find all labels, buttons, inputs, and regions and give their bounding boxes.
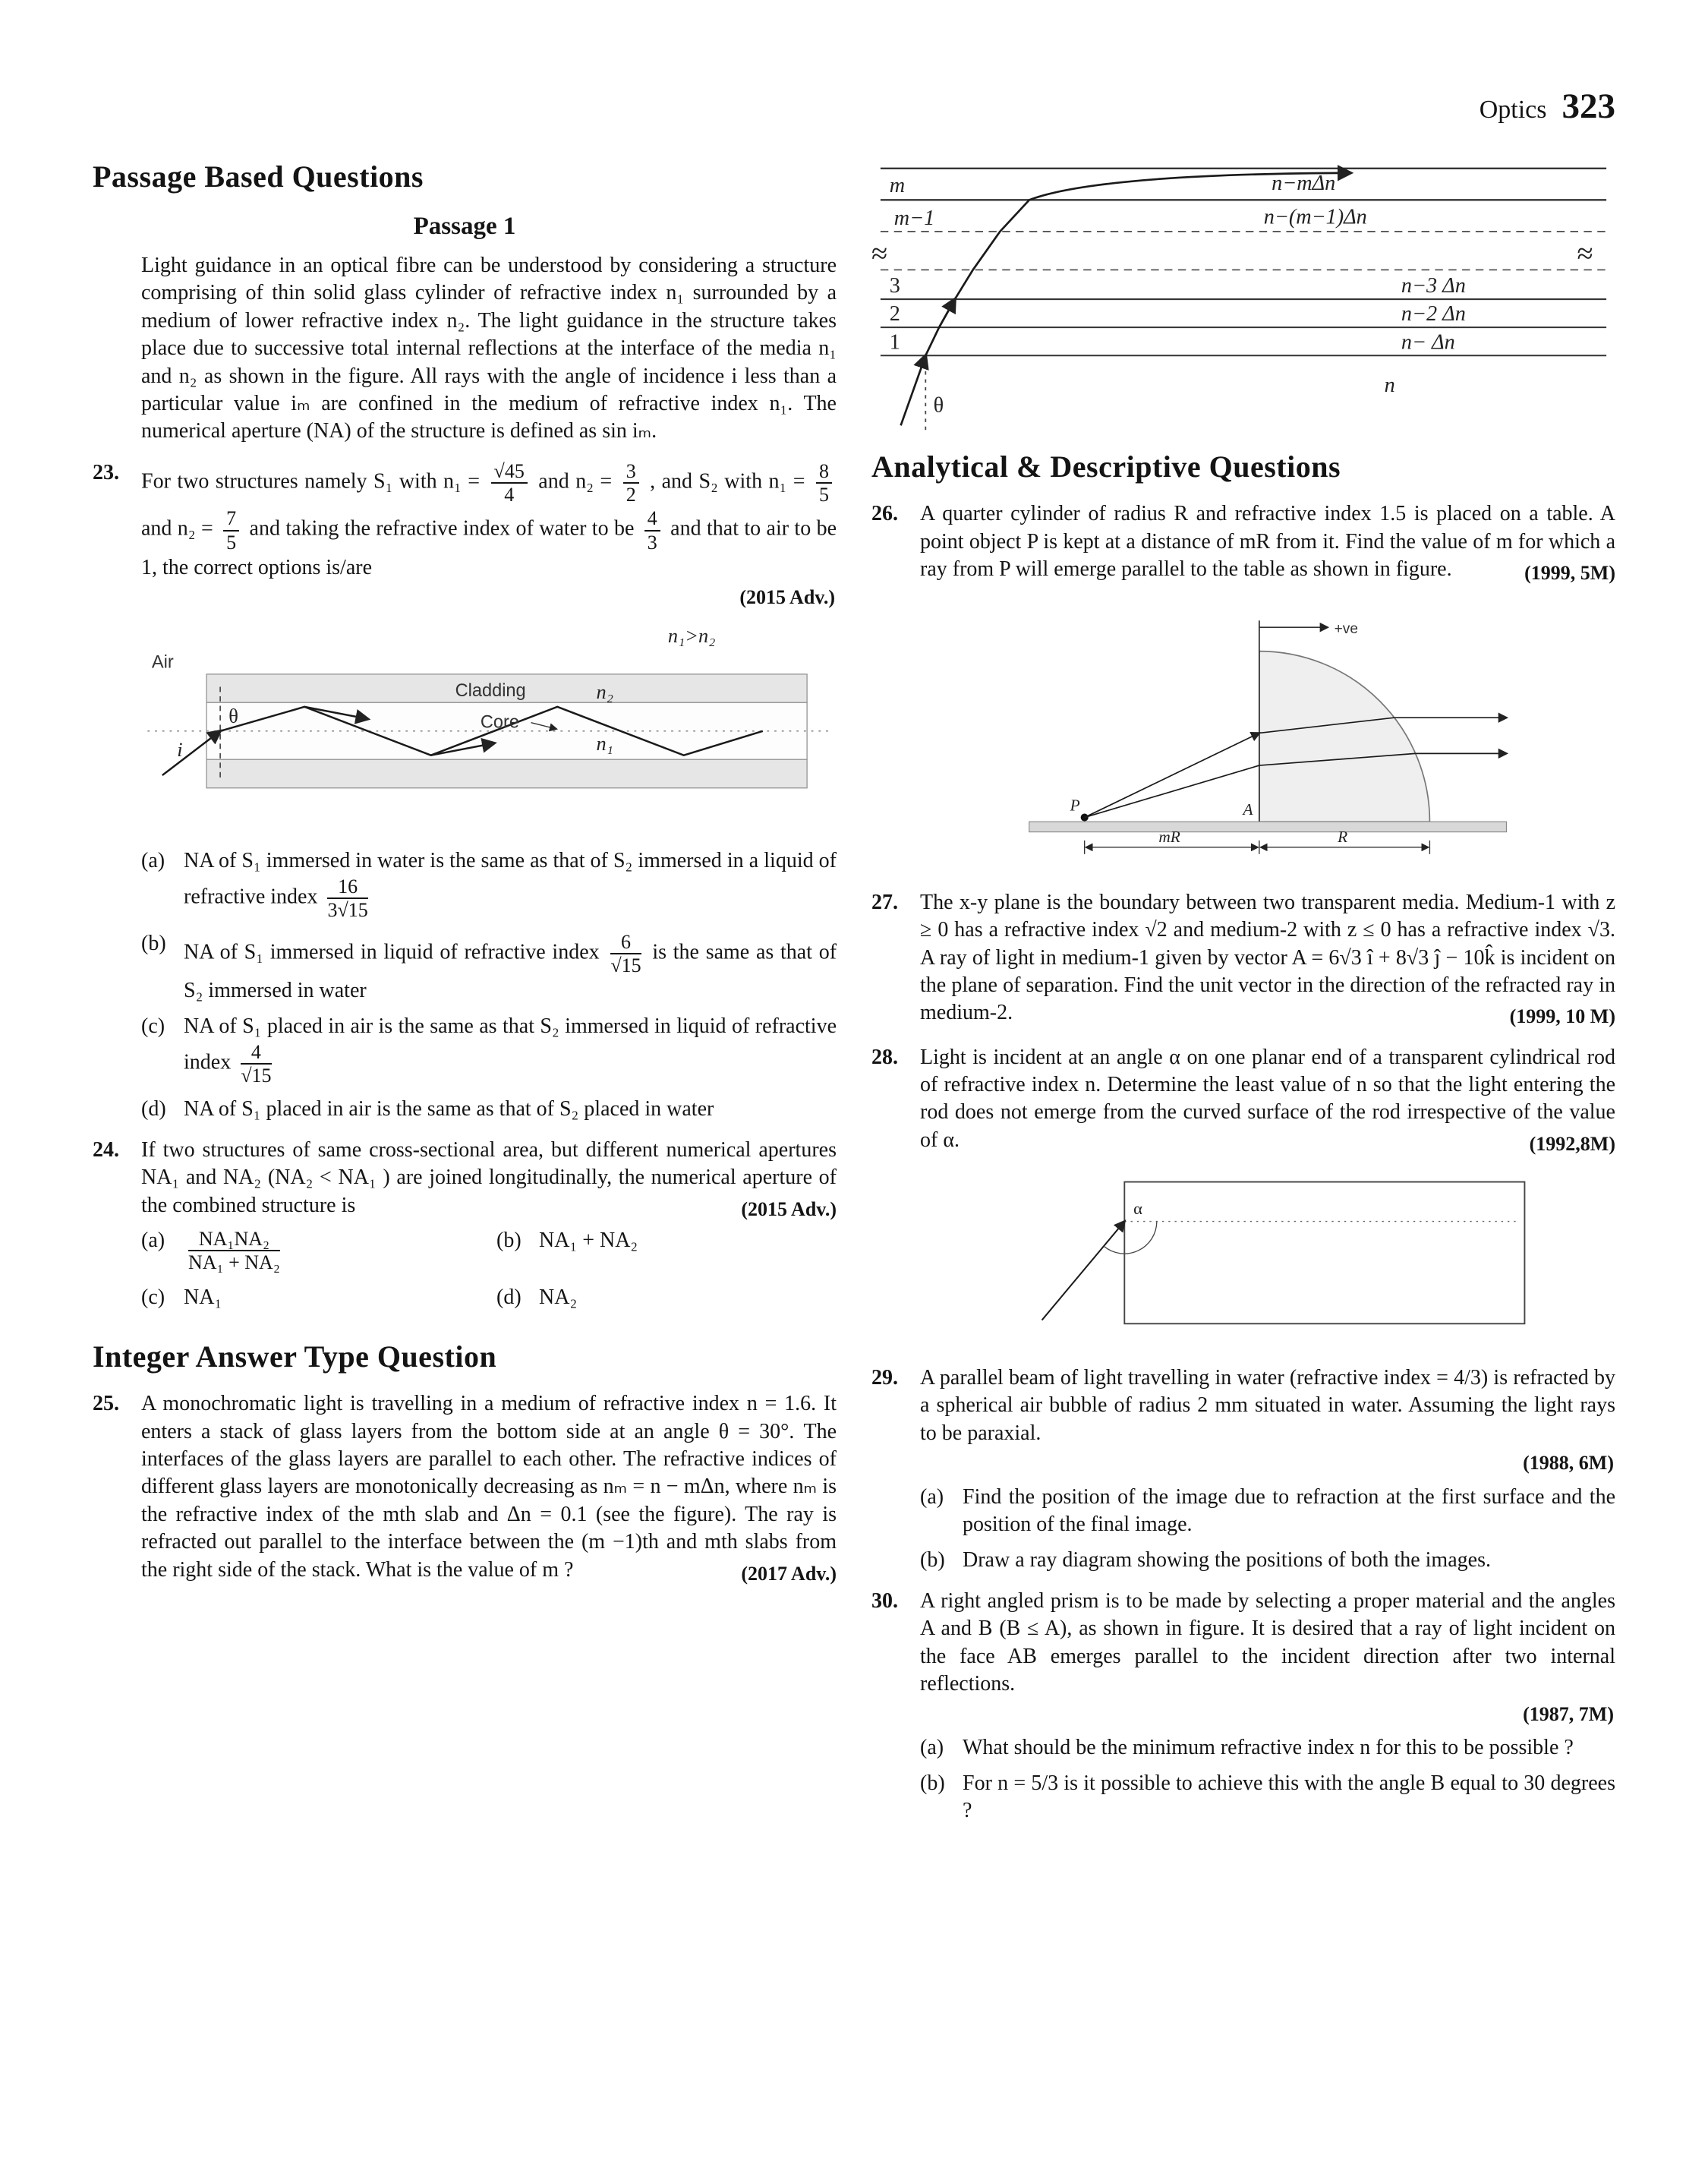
- denominator: √15: [610, 954, 641, 976]
- denominator: 2: [626, 484, 636, 506]
- numerator: NA₁NA₂: [188, 1229, 280, 1251]
- right-column: [871, 153, 1615, 1825]
- option-c: [141, 1284, 481, 1311]
- subquestion-label: (b): [920, 1771, 945, 1795]
- left-column: [93, 153, 837, 1825]
- label-mR: mR: [1158, 828, 1180, 847]
- label-P: P: [1070, 797, 1080, 815]
- chapter-title: Optics: [1479, 96, 1547, 124]
- question-28-text: [920, 1044, 1615, 1155]
- question-27-body: [920, 889, 1615, 1030]
- question-29-body: [920, 1364, 1615, 1574]
- option-a: [141, 847, 837, 923]
- numerator: √45: [491, 461, 528, 484]
- numerator: 7: [223, 508, 239, 531]
- page-header: [93, 84, 1615, 130]
- figure-glass-stack-container: [871, 153, 1615, 437]
- question-26-number: 26.: [871, 502, 898, 526]
- option-text: NA₂: [539, 1285, 578, 1309]
- label-layer-1: 1: [889, 330, 900, 355]
- label-index-m: n−mΔn: [1272, 172, 1336, 196]
- break-symbol-right: ≈: [1577, 238, 1593, 270]
- text-segment: , and S₂ with n₁ =: [650, 469, 805, 494]
- question-24-text: [141, 1137, 837, 1219]
- question-26-body: [920, 500, 1615, 875]
- text-segment: and n₂ =: [538, 469, 613, 494]
- label-index-1: n− Δn: [1401, 330, 1455, 355]
- option-label: (c): [141, 1014, 165, 1038]
- year-tag: (1999, 5M): [1524, 562, 1615, 585]
- option-text: [184, 1013, 837, 1088]
- fraction: [223, 508, 239, 553]
- label-core: Core: [480, 711, 520, 732]
- denominator: 5: [226, 531, 237, 554]
- section-heading-analytical: Analytical & Descriptive Questions: [871, 450, 1341, 484]
- text-segment: is the same as that of S₂ immersed in water: [184, 940, 837, 1003]
- fraction: [623, 461, 639, 506]
- question-23-text: [141, 459, 837, 582]
- option-text: NA of S₁ placed in air is the same as that of S₂ placed in water: [184, 1096, 714, 1121]
- year-tag: (1988, 6M): [1523, 1452, 1614, 1474]
- question-26-text: [920, 500, 1615, 583]
- text-segment: Light is incident at an angle α on one planar end of a transparent cylindrical rod of refractive index n. Determine the least value of n so that the light entering the rod does not emerge from the curved surface of the rod irrespective of the value of α.: [920, 1045, 1615, 1152]
- question-27: [871, 889, 1615, 1030]
- point-object-P: [1081, 814, 1089, 822]
- text-segment: and that to air to be 1, the correct options is/are: [141, 517, 837, 579]
- question-29: [871, 1364, 1615, 1574]
- question-24-options: [141, 1227, 837, 1311]
- text-segment: If two structures of same cross-sectional area, but different numerical apertures NA₁ and NA₂ (NA₂ < NA₁ ) are joined longitudinally, the numerical aperture of the combined structure is: [141, 1138, 837, 1217]
- question-23: [93, 459, 837, 1123]
- fraction: [327, 876, 367, 921]
- label-n2: n₂: [596, 680, 613, 703]
- denominator: 4: [504, 484, 515, 506]
- option-text: [184, 930, 837, 1005]
- year-tag: (1987, 7M): [1523, 1702, 1614, 1725]
- year-tag: (2015 Adv.): [741, 1197, 837, 1220]
- numerator: 4: [644, 508, 660, 531]
- year-tag: (1999, 10 M): [1509, 1005, 1615, 1028]
- question-24-number: 24.: [93, 1138, 119, 1162]
- subquestion-a: [920, 1484, 1615, 1539]
- year-tag: (1992,8M): [1529, 1132, 1615, 1155]
- text-segment: The x-y plane is the boundary between two transparent media. Medium-1 with z ≥ 0 has a refractive index √2 and medium-2 with z ≤ 0 has a refractive index √3. A ray of light in medium-1 given by vector A = 6√3 î + 8√3 ĵ − 10k̂ is incident on the plane of separation. Find the unit vector in the direction of the refracted ray in medium-2.: [920, 890, 1615, 1025]
- label-index-m-1: n−(m−1)Δn: [1263, 205, 1367, 229]
- numerator: 8: [816, 461, 832, 484]
- figure-quarter-cylinder: [1004, 598, 1532, 864]
- question-24-body: [141, 1137, 837, 1311]
- question-25-number: 25.: [93, 1392, 119, 1416]
- question-25-text: [141, 1390, 837, 1584]
- text-segment: A monochromatic light is travelling in a medium of refractive index n = 1.6. It enters a stack of glass layers from the bottom side at an angle θ = 30°. The interfaces of the glass layers are parallel to each other. The refractive indices of different glass layers are monotonically decreasing as nₘ = n − mΔn, where nₘ is the refractive index of the mth slab and Δn = 0.1 (see the figure). The ray is refracted out parallel to the interface between the (m −1)th and mth slabs from the right side of the stack. What is the value of m ?: [141, 1392, 837, 1582]
- subquestion-text: For n = 5/3 is it possible to achieve this with the angle B equal to 30 degrees ?: [963, 1771, 1615, 1823]
- question-30-number: 30.: [871, 1588, 898, 1613]
- break-symbol-left: ≈: [871, 238, 888, 270]
- option-label: (c): [141, 1285, 165, 1309]
- question-25-body: [141, 1390, 837, 1587]
- option-d: [496, 1284, 837, 1311]
- subquestion-text: What should be the minimum refractive index n for this to be possible ?: [963, 1736, 1574, 1760]
- text-segment: For two structures namely S₁ with n₁ =: [141, 469, 481, 494]
- figure-optical-fibre: [141, 626, 837, 837]
- option-label: (a): [141, 848, 165, 872]
- rod-rectangle: [1124, 1182, 1524, 1324]
- fraction: [491, 461, 528, 506]
- ray-from-P: [1085, 766, 1259, 818]
- fraction: [644, 508, 660, 553]
- figure-optical-fibre-container: [141, 626, 837, 837]
- numerator: 6: [610, 932, 641, 954]
- denominator: 5: [819, 484, 830, 506]
- label-positive-direction: +ve: [1334, 621, 1358, 638]
- question-28: [871, 1044, 1615, 1351]
- section-heading-integer: Integer Answer Type Question: [93, 1339, 497, 1374]
- ray-from-P: [1085, 733, 1259, 818]
- question-27-number: 27.: [871, 890, 898, 914]
- subquestion-text: Find the position of the image due to refraction at the first surface and the position of the final image.: [963, 1484, 1615, 1537]
- label-layer-m-1: m−1: [893, 207, 935, 231]
- quarter-cylinder-shape: [1259, 651, 1430, 822]
- label-medium-n: n: [1384, 373, 1395, 397]
- figure-cylindrical-rod-container: [920, 1169, 1615, 1340]
- text-segment: and n₂ =: [141, 517, 213, 541]
- year-tag: (2015 Adv.): [739, 586, 835, 609]
- label-layer-2: 2: [889, 302, 900, 327]
- label-n1: n₁: [596, 732, 613, 755]
- question-30-text: A right angled prism is to be made by selecting a proper material and the angles A and B (B ≤ A), as shown in figure. It is desired that a ray of light incident on the face AB emerges parallel to the incident direction after two internal reflections.: [920, 1588, 1615, 1696]
- question-23-body: [141, 459, 837, 1123]
- fraction: [241, 1042, 271, 1087]
- question-29-number: 29.: [871, 1365, 898, 1390]
- text-segment: A quarter cylinder of radius R and refractive index 1.5 is placed on a table. A point object P is kept at a distance of mR from it. Find the value of m for which a ray from P will emerge parallel to the table as shown in figure.: [920, 502, 1615, 582]
- question-23-number: 23.: [93, 460, 119, 484]
- label-air: Air: [151, 651, 174, 672]
- fraction: [188, 1229, 280, 1273]
- table-surface: [1029, 822, 1507, 832]
- two-column-layout: [93, 153, 1615, 1825]
- text-segment: NA of S₁ placed in air is the same as that S₂ immersed in liquid of refractive index: [184, 1014, 837, 1074]
- option-text: [184, 847, 837, 923]
- option-d: [141, 1096, 837, 1123]
- page-number: 323: [1561, 87, 1615, 126]
- cladding-bottom-rect: [206, 759, 807, 787]
- question-28-number: 28.: [871, 1045, 898, 1069]
- option-label: (a): [141, 1229, 165, 1253]
- option-label: (b): [141, 931, 166, 955]
- denominator: √15: [241, 1065, 272, 1087]
- text-segment: NA of S₁ immersed in liquid of refractive index: [184, 940, 600, 964]
- subquestion-b: [920, 1770, 1615, 1825]
- subquestion-label: (a): [920, 1736, 944, 1760]
- option-a: [141, 1227, 481, 1275]
- option-text: [184, 1227, 481, 1275]
- subquestion-label: (a): [920, 1484, 944, 1509]
- text-segment: NA of S₁ immersed in water is the same as that of S₂ immersed in a liquid of refractive index: [184, 848, 837, 909]
- question-28-body: [920, 1044, 1615, 1351]
- option-label: (d): [496, 1285, 522, 1309]
- subquestion-text: Draw a ray diagram showing the positions of both the images.: [963, 1547, 1491, 1572]
- figure-quarter-cylinder-container: [920, 598, 1615, 864]
- figure-cylindrical-rod: [990, 1169, 1546, 1340]
- question-25: [93, 1390, 837, 1587]
- year-tag: (2017 Adv.): [741, 1562, 837, 1585]
- label-alpha: α: [1133, 1199, 1142, 1219]
- question-26: [871, 500, 1615, 875]
- label-angle-i: i: [177, 739, 183, 762]
- option-label: (d): [141, 1096, 166, 1121]
- question-27-text: [920, 889, 1615, 1027]
- fraction: [610, 932, 641, 976]
- label-layer-3: 3: [889, 274, 900, 298]
- option-c: [141, 1013, 837, 1088]
- incident-ray: [901, 355, 926, 425]
- denominator: 3: [647, 531, 657, 554]
- incident-ray: [1042, 1222, 1124, 1320]
- subquestion-a: [920, 1734, 1615, 1762]
- label-A: A: [1243, 800, 1253, 819]
- label-index-3: n−3 Δn: [1401, 274, 1466, 298]
- subquestion-label: (b): [920, 1547, 945, 1572]
- numerator: 4: [241, 1042, 271, 1065]
- question-24: [93, 1137, 837, 1311]
- question-30-body: [920, 1588, 1615, 1825]
- figure-glass-stack: [871, 153, 1615, 437]
- question-29-text: A parallel beam of light travelling in water (refractive index = 4/3) is refracted by a spherical air bubble of radius 2 mm situated in water. Assuming the light rays to be paraxial.: [920, 1365, 1615, 1445]
- label-theta: θ: [228, 705, 238, 727]
- label-layer-m: m: [889, 174, 906, 198]
- label-cladding: Cladding: [455, 680, 526, 701]
- text-segment: and taking the refractive index of water to be: [249, 517, 635, 541]
- subquestion-b: [920, 1547, 1615, 1574]
- label-R: R: [1338, 828, 1348, 847]
- option-text: NA₁ + NA₂: [539, 1229, 638, 1253]
- passage-text: Light guidance in an optical fibre can be understood by considering a structure comprising of thin solid glass cylinder of refractive index n₁ surrounded by a medium of lower refractive index n₂. The light guidance in the structure takes place due to successive total internal reflections at the interface of the media n₁ and n₂ as shown in the figure. All rays with the angle of incidence i less than a particular value iₘ are confined in the medium of refractive index n₁. The numerical aperture (NA) of the structure is defined as sin iₘ.: [141, 253, 837, 443]
- numerator: 3: [623, 461, 639, 484]
- option-label: (b): [496, 1229, 522, 1253]
- passage-title: Passage 1: [413, 213, 516, 241]
- option-text: NA₁: [184, 1285, 222, 1309]
- label-theta: θ: [933, 393, 944, 418]
- option-b: [496, 1227, 837, 1275]
- ray-arrow-segment: [939, 299, 955, 327]
- numerator: 16: [327, 876, 367, 899]
- denominator: NA₁ + NA₂: [188, 1251, 280, 1274]
- denominator: 3√15: [327, 899, 368, 922]
- question-30: [871, 1588, 1615, 1825]
- fraction: [816, 461, 832, 506]
- section-heading-passage-based: Passage Based Questions: [93, 159, 424, 194]
- option-b: [141, 930, 837, 1005]
- label-condition: n₁>n₂: [667, 626, 716, 648]
- label-index-2: n−2 Δn: [1401, 302, 1466, 327]
